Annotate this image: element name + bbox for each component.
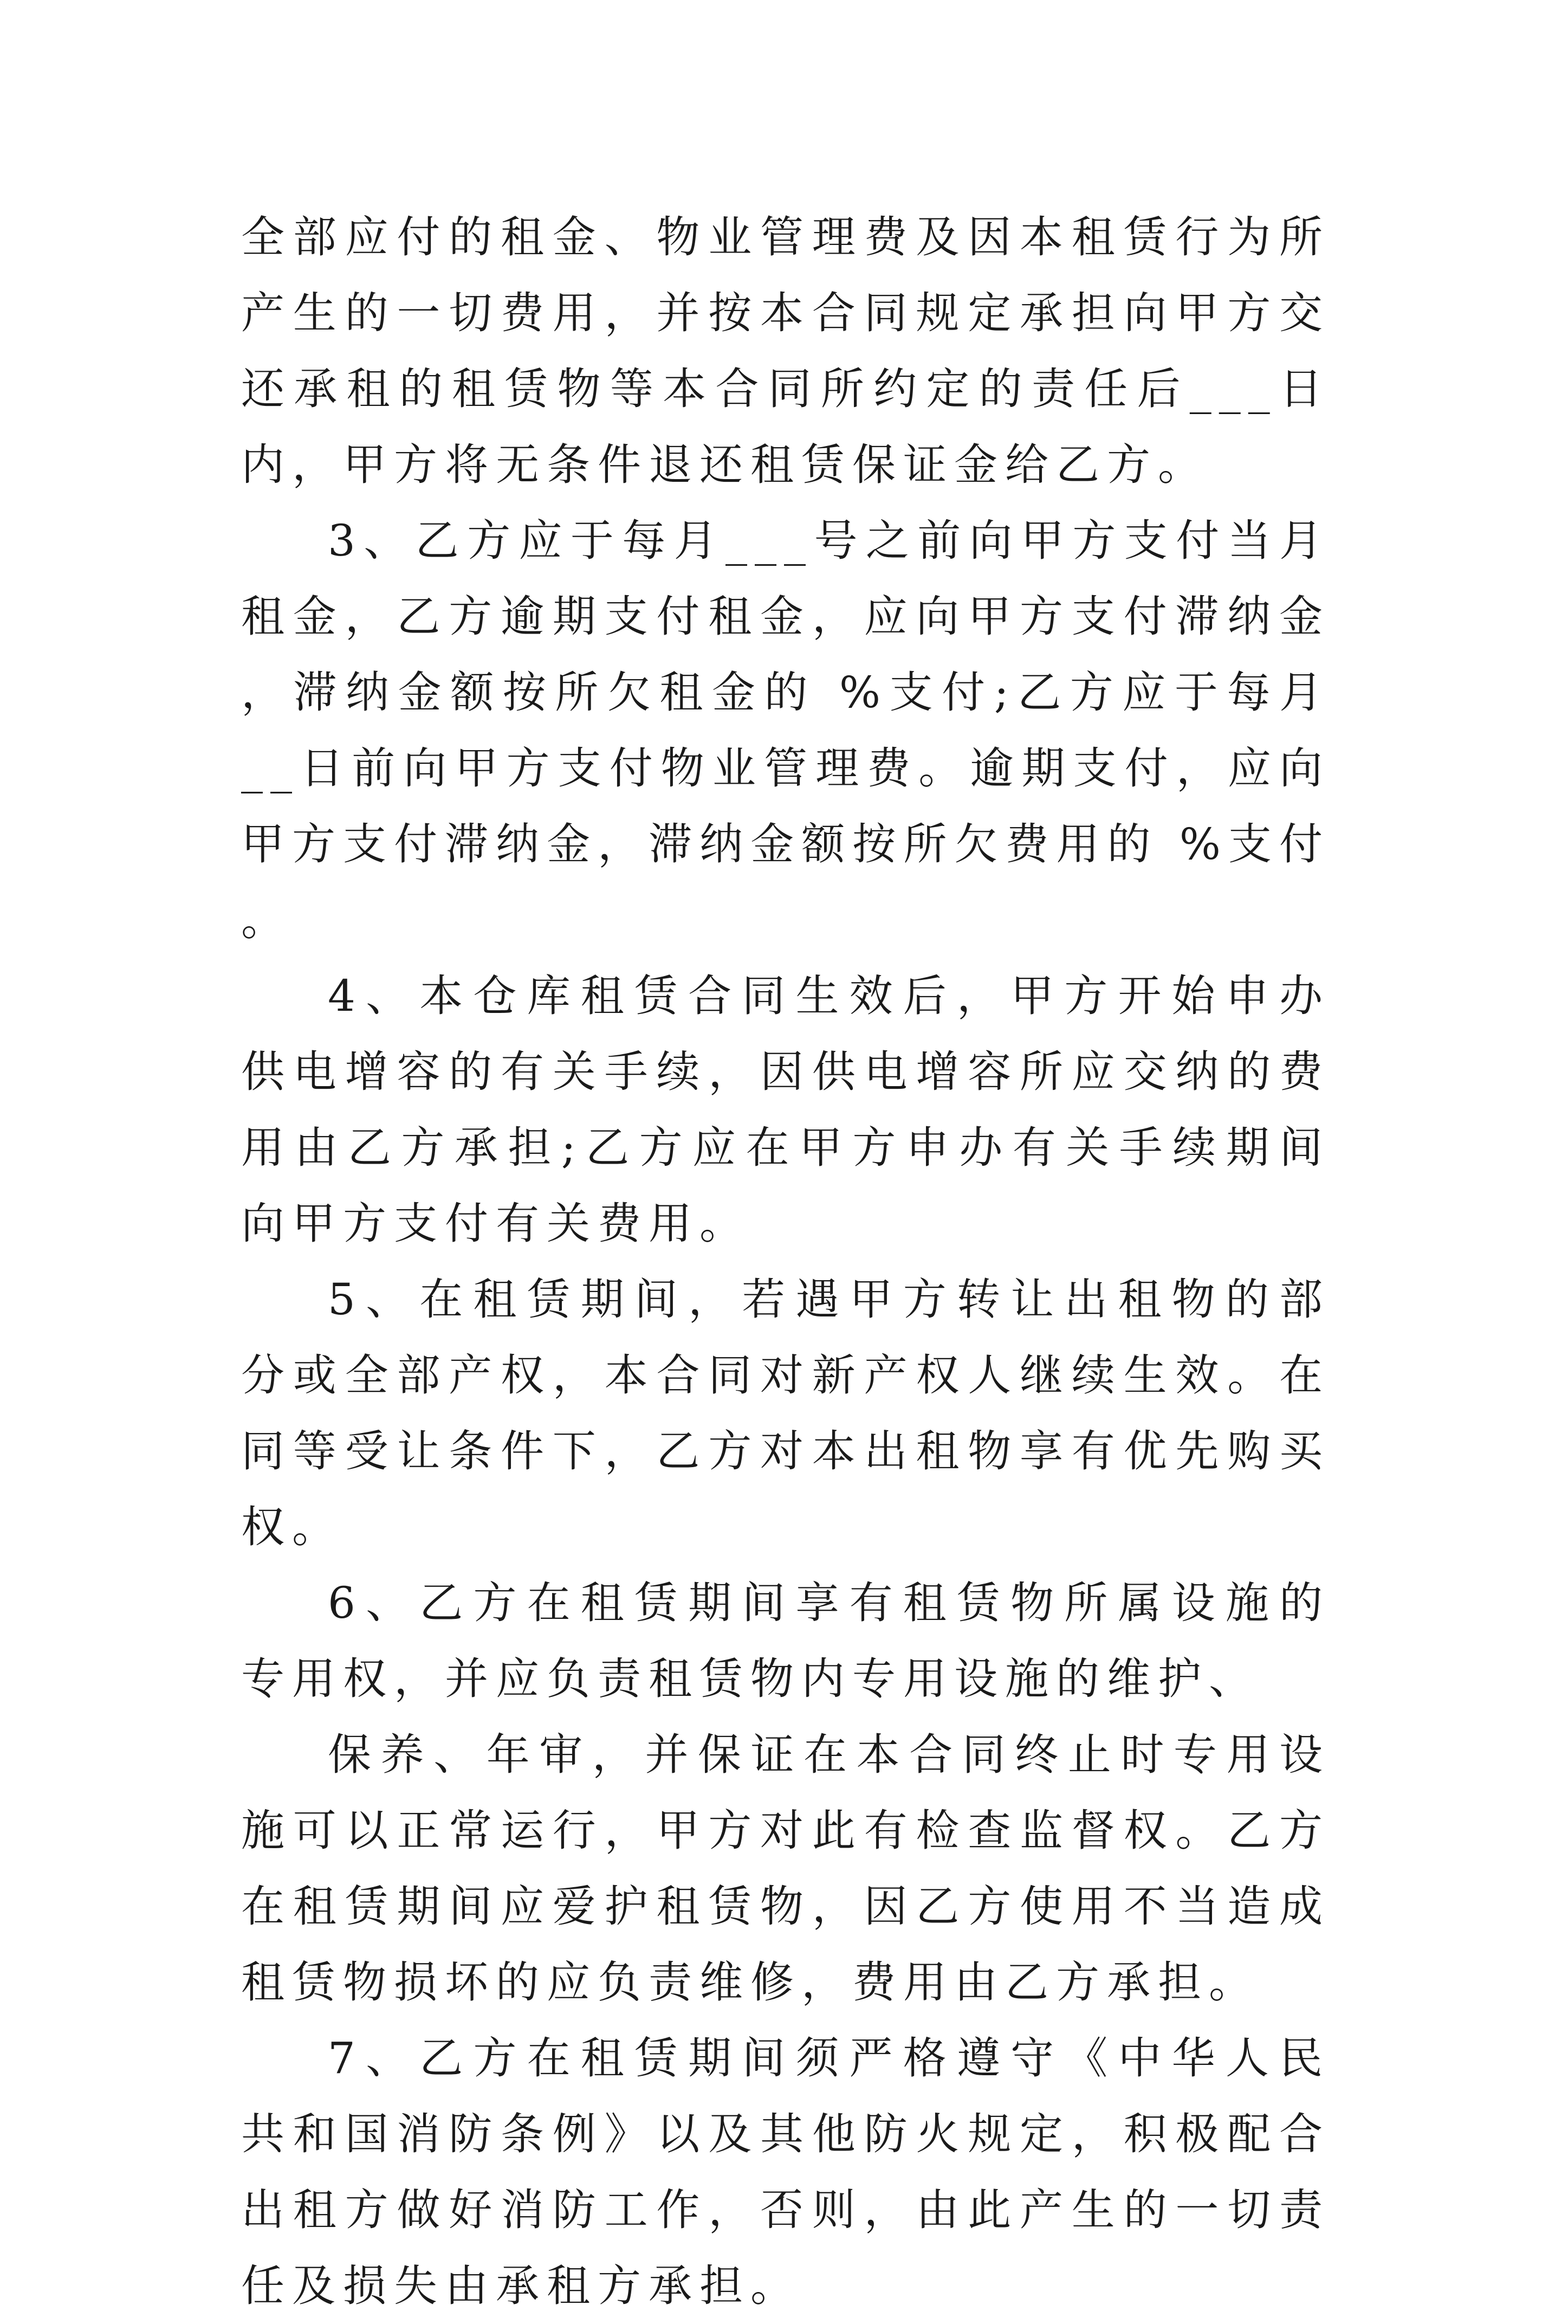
- paragraph-clause-7: 7、乙方在租赁期间须严格遵守《中华人民共和国消防条例》以及其他防火规定，积极配合出租方做好消防工作，否则，由此产生的一切责任及损失由承租方承担。: [241, 2033, 1330, 2311]
- paragraph-clause-5: 5、在租赁期间，若遇甲方转让出租物的部分或全部产权，本合同对新产权人继续生效。在同等受让条件下，乙方对本出租物享有优先购买权。: [241, 1274, 1330, 1552]
- paragraph-continuation: 全部应付的租金、物业管理费及因本租赁行为所产生的一切费用，并按本合同规定承担向甲方交还承租的租赁物等本合同所约定的责任后___日内，甲方将无条件退还租赁保证金给乙方。: [241, 212, 1330, 490]
- paragraph-clause-4: 4、本仓库租赁合同生效后，甲方开始申办供电增容的有关手续，因供电增容所应交纳的费用由乙方承担;乙方应在甲方申办有关手续期间向甲方支付有关费用。: [241, 971, 1330, 1249]
- paragraph-clause-6: 6、乙方在租赁期间享有租赁物所属设施的专用权，并应负责租赁物内专用设施的维护、: [241, 1578, 1330, 1704]
- paragraph-clause-3: 3、乙方应于每月___号之前向甲方支付当月租金，乙方逾期支付租金，应向甲方支付滞纳金，滞纳金额按所欠租金的 %支付;乙方应于每月__日前向甲方支付物业管理费。逾期支付，应向甲方支付滞纳金，滞纳金额按所欠费用的 %支付。: [241, 515, 1330, 945]
- paragraph-clause-6-continued: 保养、年审，并保证在本合同终止时专用设施可以正常运行，甲方对此有检查监督权。乙方在租赁期间应爱护租赁物，因乙方使用不当造成租赁物损坏的应负责维修，费用由乙方承担。: [241, 1729, 1330, 2007]
- document-body: [241, 199, 1330, 2324]
